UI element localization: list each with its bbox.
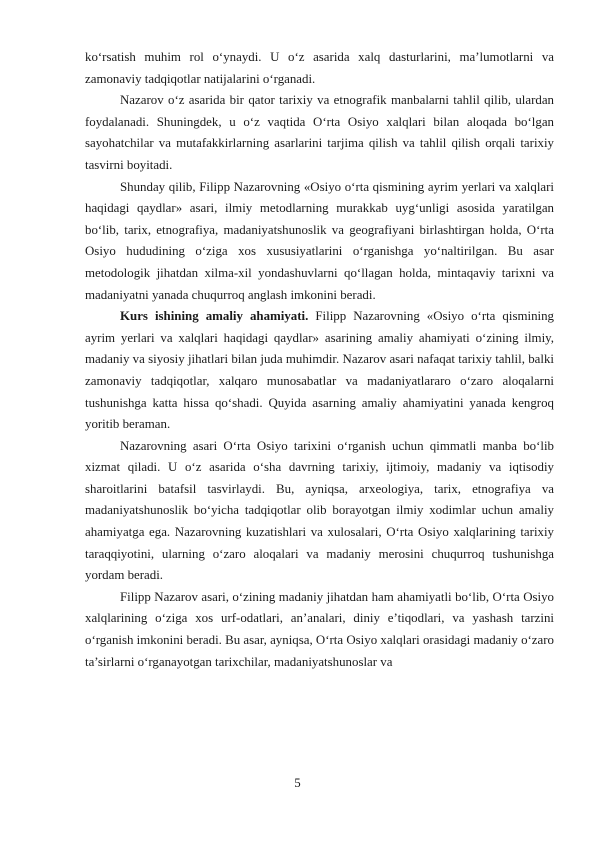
section-heading-practical-significance: Kurs ishining amaliy ahamiyati. bbox=[120, 309, 309, 324]
paragraph-1 bbox=[85, 47, 554, 90]
body-text bbox=[85, 47, 554, 673]
paragraph-6-text: Filipp Nazarov asari, o‘zining madaniy jihatdan ham ahamiyatli bo‘lib, O‘rta Osiyo xalqlarining o‘ziga xos urf-odatlari, an’analari, diniy e’tiqodlari, va yashash tarzini o‘rganish imkonini beradi. Bu asar, ayniqsa, O‘rta Osiyo xalqlari orasidagi madaniy o‘zaro ta’sirlarni o‘rganayotgan tarixchilar, madaniyatshunoslar va bbox=[85, 589, 554, 669]
page-number: 5 bbox=[294, 776, 301, 790]
paragraph-5 bbox=[85, 436, 554, 587]
paragraph-3 bbox=[85, 177, 554, 307]
paragraph-5-text: Nazarovning asari O‘rta Osiyo tarixini o‘rganish uchun qimmatli manba bo‘lib xizmat qiladi. U o‘z asarida o‘sha davrning tarixiy, ijtimoiy, madaniy va iqtisodiy sharoitlarini batafsil tasvirlaydi. Bu, ayniqsa, arxeologiya, tarix, etnografiya va madaniyatshunoslik bo‘yicha tadqiqotlar olib borayotgan ilmiy xodimlar uchun amaliy ahamiyatga ega. Nazarovning kuzatishlari va xulosalari, O‘rta Osiyo xalqlarining tarixiy taraqqiyotini, ularning o‘zaro aloqalari va madaniy merosini chuqurroq tushunishga yordam beradi. bbox=[85, 438, 554, 583]
paragraph-4 bbox=[85, 306, 554, 436]
paragraph-2 bbox=[85, 90, 554, 176]
paragraph-1-text: ko‘rsatish muhim rol o‘ynaydi. U o‘z asarida xalq dasturlarini, ma’lumotlarni va zamonaviy tadqiqotlar natijalarini o‘rganadi. bbox=[85, 50, 554, 86]
paragraph-4-text: Filipp Nazarovning «Osiyo o‘rta qismining ayrim yerlari va xalqlari haqidagi qaydlar» asarining amaliy ahamiyati o‘zining ilmiy, madaniy va siyosiy jihatlari bilan juda muhimdir. Nazarov asari nafaqat tarixiy tahlil, balki zamonaviy tadqiqotlar, xalqaro munosabatlar va madaniyatlararo o‘zaro aloqalarni tushunishga katta hissa qo‘shadi. Quyida asarning amaliy ahamiyatini yanada kengroq yoritib beraman. bbox=[85, 309, 555, 432]
paragraph-6 bbox=[85, 587, 554, 673]
paragraph-2-text: Nazarov o‘z asarida bir qator tarixiy va etnografik manbalarni tahlil qilib, ulardan foydalanadi. Shuningdek, u o‘z vaqtida O‘rta Osiyo xalqlari bilan aloqada bo‘lgan sayohatchilar va mutafakkirlarning asarlarini tarjima qilish va tahlil qilish orqali tarixiy tasvirni boyitadi. bbox=[85, 93, 554, 172]
paragraph-3-text: Shunday qilib, Filipp Nazarovning «Osiyo o‘rta qismining ayrim yerlari va xalqlari haqidagi qaydlar» asari, ilmiy metodlarning murakkab uyg‘unligi asosida yaratilgan bo‘lib, tarix, etnografiya, madaniyatshunoslik va geografiyani birlashtirgan holda, O‘rta Osiyo hududining o‘ziga xos xususiyatlarini o‘rganishga yo‘naltirilgan. Bu asar metodologik jihatdan xilma-xil yondashuvlarni qo‘llagan holda, mintaqaviy tarixni va madaniyatni yanada chuqurroq anglash imkonini beradi. bbox=[85, 179, 554, 302]
